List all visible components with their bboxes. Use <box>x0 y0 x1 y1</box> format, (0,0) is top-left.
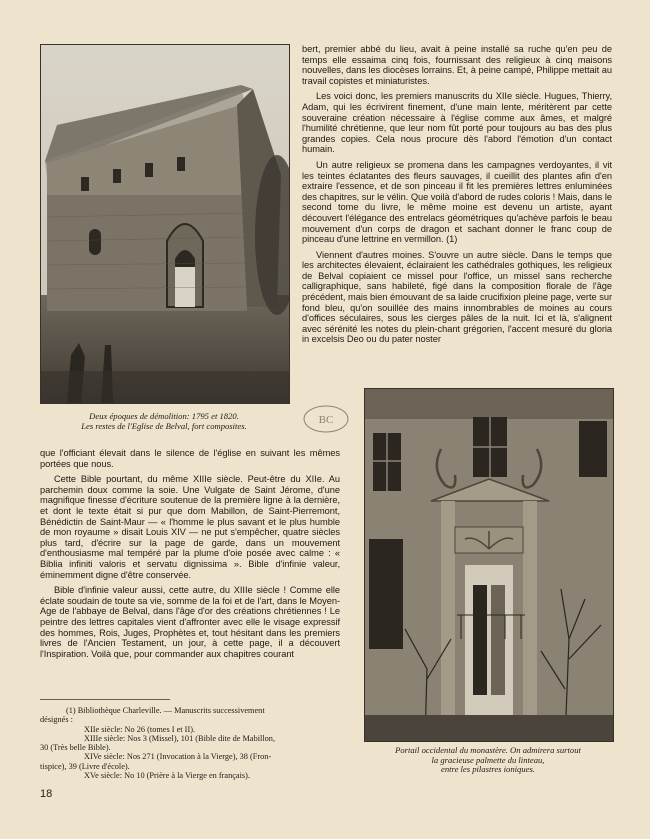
right-paragraph-4: Viennent d'autres moines. S'ouvre un autre siècle. Dans le temps que les architectes élevaient, éclairaient les cathédrales gothiques, les religieux de Belval copiaient ce missel pour l'office, un missel sans recherche calligraphique, sans habileté, figé dans la composition florale de l'âge précédent, mais bien émouvant de sa laide crucifixion pleine page, verte sur fond bleu, qu'on souillée des mains innombrables de moines au cours d'offices séculaires, sous les cierges pâles de la nuit. Ici et là, s'alignent avec sérénité les notes du plein-chant grégorien, l'accent mesuré du gloria in excelsis Deo ou du pater noster <box>302 249 612 345</box>
left-photo-caption-line2: Les restes de l'Eglise de Belval, fort composites. <box>81 420 247 431</box>
church-ruin-photo <box>40 44 290 404</box>
footnote-divider <box>40 699 170 700</box>
right-column-text <box>302 44 612 350</box>
library-stamp-icon <box>302 404 350 434</box>
footnote-line-1: (1) Bibliothèque Charleville. — Manuscrits successivement <box>66 706 265 715</box>
right-photo-caption <box>350 746 626 775</box>
right-paragraph-1: bert, premier abbé du lieu, avait à peine installé sa ruche qu'en peu de temps elle essaima cinq fois, fournissant des religieux à cinq maisons nouvelles, dans les diocèses lorrains. Et, à peine campé, Philippe mettait au travail copistes et miniaturistes. <box>302 44 612 86</box>
footnote-line-2: désignés : <box>40 715 73 725</box>
footnote-line-8: XVe siècle: No 10 (Prière à la Vierge en français). <box>84 771 250 781</box>
left-paragraph-2: Cette Bible pourtant, du même XIIIe siècle. Peut-être du XIIe. Au parchemin doux comme la soie. Une Vulgate de Saint Jérome, d'une magnifique finesse d'écriture soutenue de la première ligne à la dernière, et dont le texte était si pur que dom Mabillon, de Saint-Pierremont, Bénédictin de Saint-Maur — « l'homme le plus savant et le plus humble de mon royaume » disait Louis XIV — ne put s'empêcher, quatre siècles plus tard, d'écrire sur la page de garde, dans un mouvement d'enthousiasme mal tempéré par la plume d'oie posée avec calme : « Biblia infiniti valoris et servatu dignissima ». Bible d'infinie valeur, éminemment digne d'être conservée. <box>40 474 340 580</box>
stamp-text: BC <box>318 414 334 426</box>
left-paragraph-3: Bible d'infinie valeur aussi, cette autre, du XIIIe siècle ! Comme elle éclate soudain de toute sa vie, somme de la foi et de l'art, dans le Moyen-Age de l'abbaye de Belval, dans l'âge d'or des créations chrétiennes ! Le peintre des lettres capitales vient d'affronter avec elle le visage expressif des hommes, Rois, Juges, Prophètes et, tout hésitant dans les premiers livres de l'Ancien Testament, un jour, à cette page, il a découvert l'Inspiration. Voilà que, pour commander aux chapitres courant <box>40 585 340 659</box>
footnote-line-6: XIVe siècle: Nos 271 (Invocation à la Vierge), 38 (Fron- <box>84 752 272 762</box>
footnote-line-5: 30 (Très belle Bible). <box>40 743 111 753</box>
footnotes <box>40 706 340 780</box>
left-column-text <box>40 448 340 664</box>
right-photo-caption-line2: la gracieuse palmette du linteau, <box>431 754 545 765</box>
right-paragraph-2: Les voici donc, les premiers manuscrits du XIIe siècle. Hugues, Thierry, Adam, qui les écrivirent finement, d'une main lente, méritèrent par cette souveraine création nécessaire à l'église comme aux âmes, et malgré l'humilité chrétienne, que leur nom fût porté pour toujours au bas des plus grandes copies. Cela nous procure dès l'abord l'émotion d'un contact humain. <box>302 91 612 155</box>
church-ruin-image <box>41 45 289 403</box>
right-photo-caption-line3: entre les pilastres ioniques. <box>441 764 535 775</box>
footnote-line-7: tispice), 39 (Livre d'école). <box>40 761 130 771</box>
right-paragraph-3: Un autre religieux se promena dans les campagnes verdoyantes, il vit les teintes éclatantes des fleurs sauvages, il cueillit des plantes afin d'en extraire l'essence, et de son pinceau il fit les premières lettres enluminées des chapitres, sur le vélin. Que voilà d'abord de rudes coloris ! Mais, dans le second tome du livre, le même moine est devenu un artiste, ayant découvert l'élégance des entrelacs géométriques qu'achève parfois le beau mouvement d'un corps de dragon et sachant donner le franc coup de pinceau d'une lettrine en vermillon. (1) <box>302 159 612 245</box>
left-photo-caption <box>40 412 288 431</box>
monastery-portal-image <box>365 389 613 741</box>
page-number: 18 <box>40 788 53 800</box>
left-paragraph-1: que l'officiant élevait dans le silence de l'église en suivant les mêmes portées que nous. <box>40 448 340 469</box>
monastery-portal-photo <box>364 388 614 742</box>
footnote-line-3: XIIe siècle: No 26 (tomes I et II). <box>84 724 196 734</box>
right-photo-caption-line1: Portail occidental du monastère. On admirera surtout <box>395 745 581 755</box>
footnote-line-4: XIIIe siècle: Nos 3 (Missel), 101 (Bible dite de Mabillon, <box>84 733 276 743</box>
left-photo-caption-line1: Deux époques de démolition: 1795 et 1820. <box>89 411 239 421</box>
